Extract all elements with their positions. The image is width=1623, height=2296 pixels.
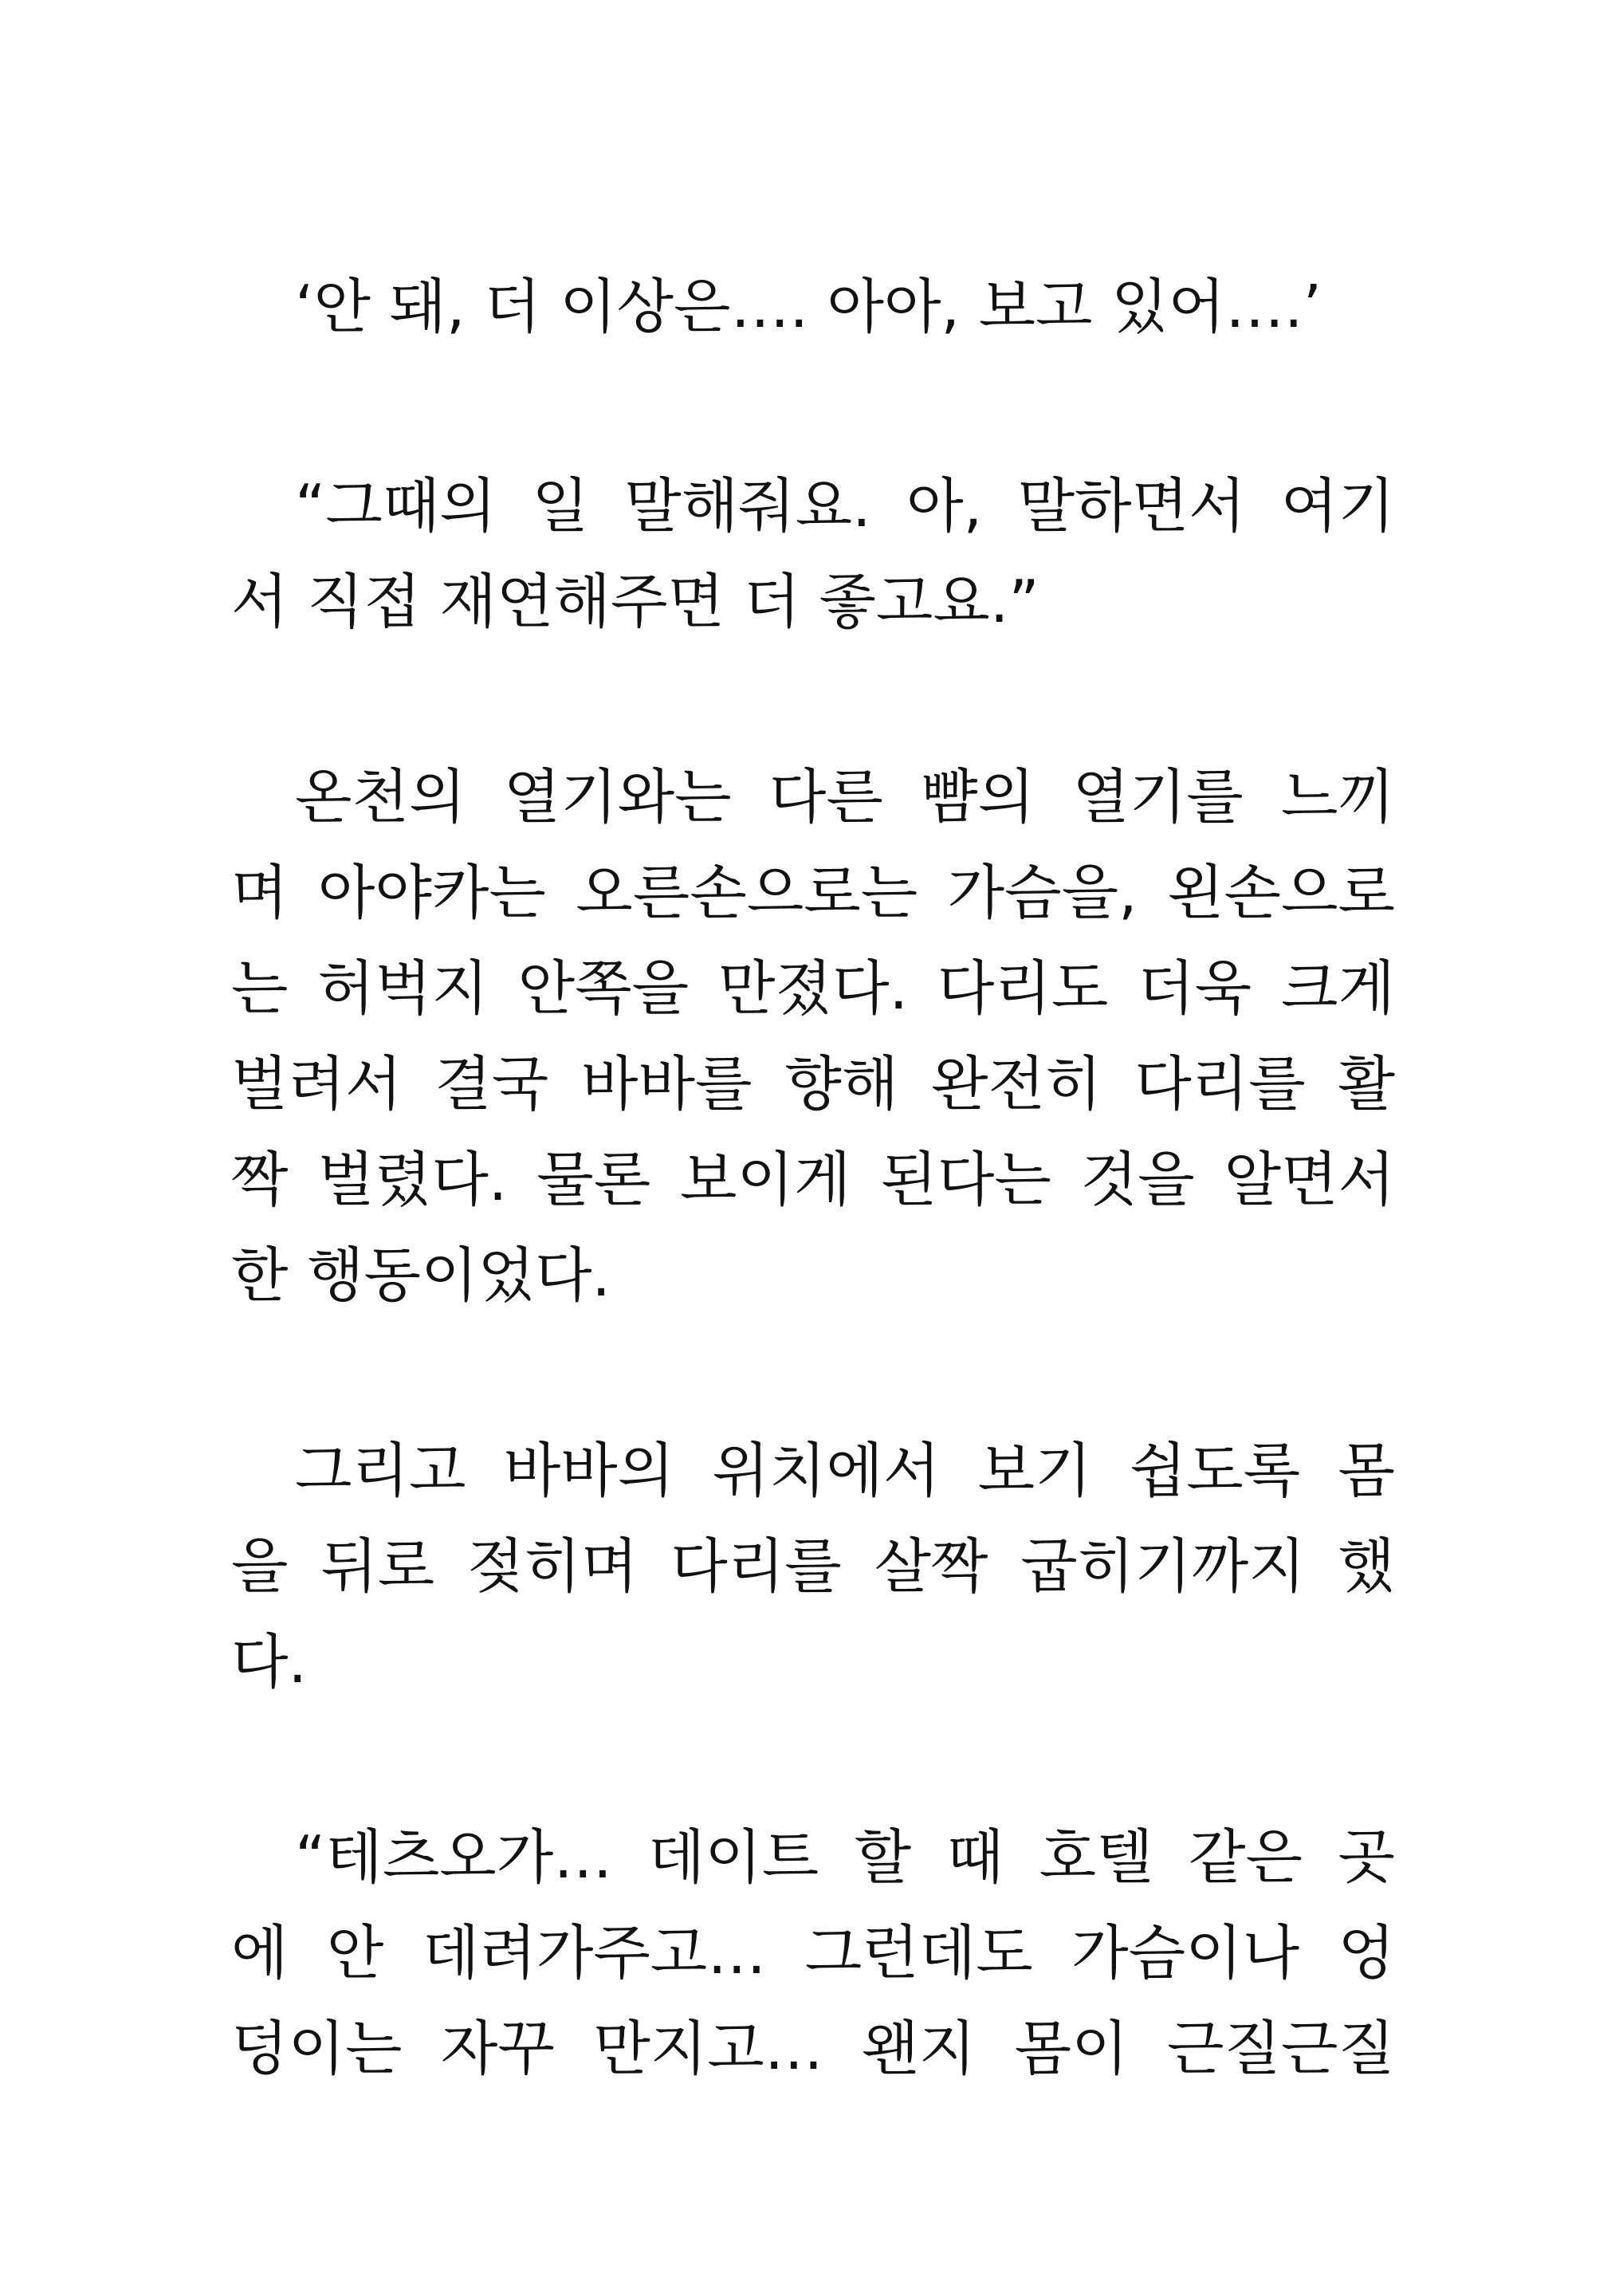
text-line: 온천의 열기와는 다른 뺨의 열기를 느끼 xyxy=(295,763,1395,832)
text-line: 그리고 바바의 위치에서 보기 쉽도록 몸 xyxy=(295,1437,1395,1505)
text-line: “테츠오가… 데이트 할 때 호텔 같은 곳 xyxy=(295,1823,1395,1892)
text-line: 서 직접 재연해주면 더 좋고요.” xyxy=(231,568,1039,636)
text-line: 벌려서 결국 바바를 향해 완전히 다리를 활 xyxy=(231,1050,1395,1119)
text-line: 짝 벌렸다. 물론 보이게 된다는 것을 알면서 xyxy=(231,1146,1395,1214)
text-line: 한 행동이었다. xyxy=(231,1241,611,1310)
text-line: 는 허벅지 안쪽을 만졌다. 다리도 더욱 크게 xyxy=(231,954,1395,1023)
text-line: 을 뒤로 젖히며 다리를 살짝 굽히기까지 했 xyxy=(231,1532,1395,1601)
text-line: 다. xyxy=(231,1628,308,1696)
text-line: “그때의 일 말해줘요. 아, 말하면서 여기 xyxy=(295,472,1395,541)
text-line: 며 아야카는 오른손으로는 가슴을, 왼손으로 xyxy=(231,859,1395,927)
text-line: 에 안 데려가주고… 그런데도 가슴이나 엉 xyxy=(231,1919,1395,1987)
text-line: 덩이는 자꾸 만지고… 왠지 몸이 근질근질 xyxy=(231,2015,1395,2083)
text-line: ‘안 돼, 더 이상은…. 아아, 보고 있어….’ xyxy=(295,273,1322,341)
